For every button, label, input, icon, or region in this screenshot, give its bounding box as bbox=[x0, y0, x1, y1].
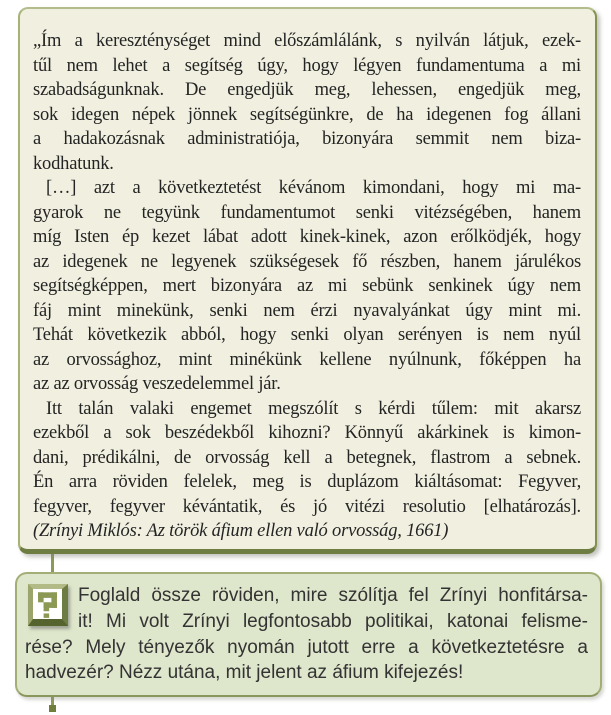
task-line: hadvezér? Nézz utána, mit jelent az áfium kifejezés! bbox=[25, 662, 464, 684]
quote-box bbox=[18, 7, 597, 554]
quote-line: dani, prédikálni, de orvosság kell a betegnek, flastrom a sebnek. bbox=[33, 447, 581, 468]
task-line: Foglald össze röviden, mire szólítja fel Zrínyi honfitársa- bbox=[78, 585, 588, 606]
question-mark-icon bbox=[28, 584, 68, 626]
quote-line: sok idegen népek jönnek segítségünkre, de ha idegenen fog állani bbox=[33, 104, 581, 125]
quote-line: kodhatunk. bbox=[33, 153, 114, 174]
task-text bbox=[25, 583, 588, 686]
quote-line: […] azt a következtetést kévánom kimondani, hogy mi ma- bbox=[46, 178, 581, 198]
task-line: rése? Mely tényezők nyomán jutott erre a következtetésre a bbox=[25, 636, 588, 658]
quote-line: gyarok ne tegyünk fundamentumot senki vitézségében, hanem bbox=[33, 202, 581, 223]
quote-line: fáj mint minekünk, senki nem érzi nyavalyánkat úgy mint mi. bbox=[33, 300, 581, 321]
connector-end-dot bbox=[49, 705, 56, 712]
task-line: it! Mi volt Zrínyi legfontosabb politikai, katonai felisme- bbox=[78, 610, 588, 632]
quote-line: segítségképpen, mert bizonyára az mi sebünk senkinek úgy nem bbox=[33, 276, 581, 296]
quote-line: szabadságunknak. De engedjük meg, lehessen, engedjük meg, bbox=[33, 80, 581, 100]
quote-line: Én arra röviden felelek, meg is duplázom kiáltásomat: Fegyver, bbox=[33, 472, 581, 492]
quote-line: tűl nem lehet a segítség úgy, hogy légyen fundamentuma a mi bbox=[33, 55, 581, 76]
quote-line: míg Isten ép kezet lábat adott kinek-kinek, azon erőlködjék, hogy bbox=[33, 227, 581, 247]
quote-line: az idegenek ne legyenek szükségesek fő részben, hanem járulékos bbox=[33, 251, 581, 272]
quote-line: az az orvosság veszedelemmel jár. bbox=[33, 374, 281, 394]
quote-line: Tehát következik abból, hogy senki olyan serényen is nem nyúl bbox=[33, 325, 581, 345]
quote-line: ezekből a sok beszédekből kihozni? Könnyű akárkinek is kimon- bbox=[33, 423, 581, 443]
quote-line: Itt talán valaki engemet megszólít s kérdi tűlem: mit akarsz bbox=[46, 398, 581, 419]
task-box bbox=[15, 572, 602, 697]
quote-line: a hadakozásnak administratiója, bizonyára semmit nem biza- bbox=[33, 129, 581, 149]
quote-line: „Ím a kereszténységet mind előszámlálánk, s nyilván látjuk, ezek- bbox=[33, 31, 581, 51]
quote-line: fegyver, fegyver kévántatik, és jó vitézi resolutio [elhatározás]. bbox=[33, 496, 581, 517]
quote-line: (Zrínyi Miklós: Az török áfium ellen való orvosság, 1661) bbox=[33, 521, 449, 541]
quote-line: az orvossághoz, mint minékünk kellene nyúlnunk, főképpen ha bbox=[33, 349, 581, 370]
quote-text bbox=[33, 29, 581, 544]
